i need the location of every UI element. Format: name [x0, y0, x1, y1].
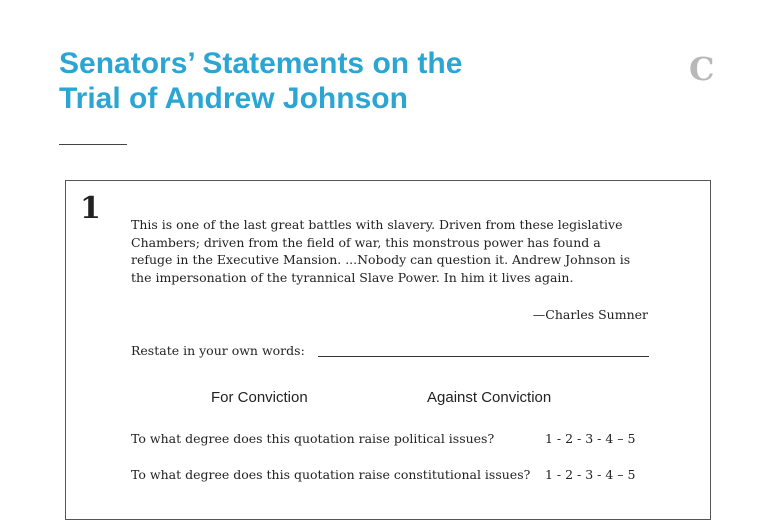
section-letter: C [689, 50, 715, 88]
quote-author: —Charles Sumner [532, 307, 648, 322]
quote-line: This is one of the last great battles with slavery. Driven from these legislative [131, 217, 623, 232]
title-divider [59, 144, 127, 145]
political-issues-scale[interactable]: 1 - 2 - 3 - 4 – 5 [545, 431, 636, 446]
quote-line: the impersonation of the tyrannical Slave Power. In him it lives again. [131, 269, 574, 285]
against-conviction-heading: Against Conviction [427, 389, 552, 406]
constitutional-issues-scale[interactable]: 1 - 2 - 3 - 4 – 5 [545, 467, 636, 482]
restate-answer-line[interactable] [318, 356, 649, 357]
title-line-1: Senators’ Statements on the [59, 47, 463, 80]
page-title [59, 46, 462, 116]
item-number: 1 [80, 191, 101, 226]
quote-line: refuge in the Executive Mansion. ...Nobody can question it. Andrew Johnson is [131, 252, 631, 267]
restate-label: Restate in your own words: [131, 343, 305, 358]
title-line-2: Trial of Andrew Johnson [59, 82, 408, 115]
constitutional-issues-question: To what degree does this quotation raise constitutional issues? [131, 467, 531, 482]
for-conviction-heading: For Conviction [211, 389, 308, 406]
political-issues-question: To what degree does this quotation raise political issues? [131, 431, 495, 446]
quote-line: Chambers; driven from the field of war, this monstrous power has found a [131, 234, 601, 250]
quotation-text [131, 216, 651, 286]
